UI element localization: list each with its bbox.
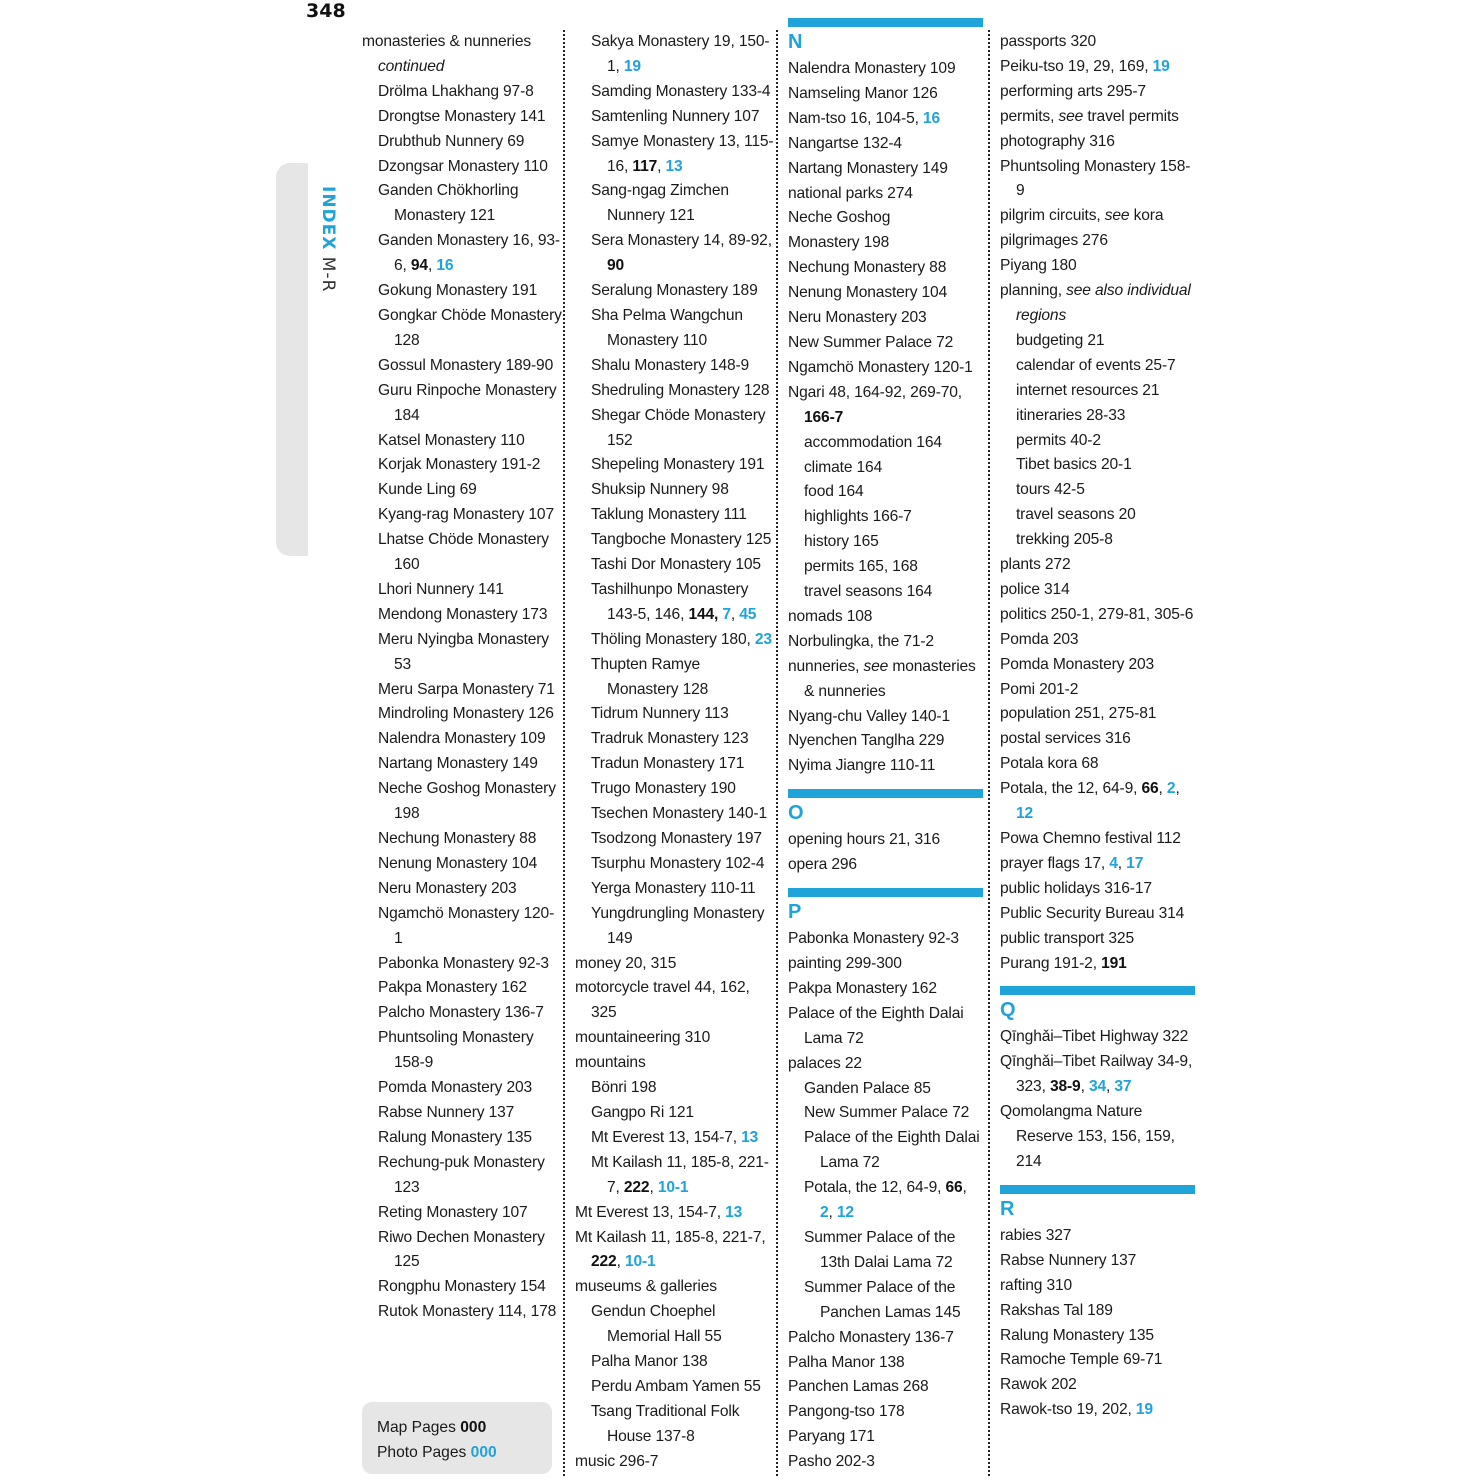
- entry-text: ,: [1105, 1078, 1115, 1096]
- entry-text: ,: [1117, 854, 1127, 872]
- entry-text: ,: [649, 1178, 658, 1196]
- index-subentry: Riwo Dechen Monastery 125: [378, 1228, 545, 1271]
- page-legend: [362, 1402, 552, 1474]
- index-entry: Palace of the Eighth Dalai Lama 72: [788, 1004, 964, 1047]
- index-entry: public transport 325: [1000, 929, 1134, 947]
- index-subentry: Palha Manor 138: [591, 1353, 708, 1371]
- index-subentry: calendar of events 25-7: [1016, 356, 1176, 374]
- page-number: 348: [306, 0, 346, 22]
- index-subentry: Ngamchö Monastery 120-1: [378, 904, 555, 947]
- map-page-ref: 191: [1101, 954, 1127, 972]
- index-entry: population 251, 275-81: [1000, 705, 1157, 723]
- entry-text: ,: [427, 257, 437, 275]
- index-subentry: Kunde Ling 69: [378, 481, 477, 499]
- index-entry: [1000, 279, 1195, 329]
- index-subentry: Sha Pelma Wangchun Monastery 110: [591, 306, 743, 349]
- index-subentry: Bönri 198: [591, 1079, 657, 1097]
- map-page-ref: 222: [591, 1253, 617, 1271]
- index-entry: music 296-7: [575, 1452, 659, 1470]
- index-subentry: Phuntsoling Monastery 158-9: [378, 1029, 534, 1072]
- index-subentry: Pomda Monastery 203: [378, 1079, 533, 1097]
- photo-page-ref: 12: [836, 1204, 854, 1222]
- photo-page-ref: 13: [665, 157, 683, 175]
- index-subentry: Drongtse Monastery 141: [378, 107, 546, 125]
- entry-text: continued: [378, 57, 445, 75]
- photo-page-ref: 13: [741, 1128, 759, 1146]
- index-entry: pilgrimages 276: [1000, 232, 1108, 250]
- index-subentry: Tangboche Monastery 125: [591, 531, 772, 549]
- index-subentry: itineraries 28-33: [1016, 406, 1126, 424]
- index-entry: [1000, 1050, 1195, 1100]
- index-entry: painting 299-300: [788, 955, 902, 972]
- entry-text: monasteries & nunneries: [804, 657, 976, 700]
- entry-text: Ngari 48, 164-92, 269-70,: [788, 383, 962, 401]
- entry-text: Thöling Monastery 180,: [591, 630, 755, 648]
- index-entry: Namseling Manor 126: [788, 84, 938, 102]
- section-header-r: [1000, 1185, 1195, 1220]
- index-entry: Qomolangma Nature Reserve 153, 156, 159, 214: [1000, 1103, 1175, 1170]
- index-subentry: Nartang Monastery 149: [378, 755, 538, 773]
- entry-text: travel permits: [1083, 107, 1179, 125]
- index-entry: Potala kora 68: [1000, 755, 1099, 773]
- index-entry: Pasho 202-3: [788, 1453, 875, 1471]
- index-subentry: Tsurphu Monastery 102-4: [591, 854, 765, 872]
- index-entry: postal services 316: [1000, 730, 1131, 748]
- entry-text: Mt Everest 13, 154-7,: [575, 1203, 726, 1221]
- index-subentry: Meru Nyingba Monastery 53: [378, 630, 549, 673]
- index-subentry: [575, 30, 775, 80]
- photo-page-ref: 34: [1088, 1078, 1106, 1096]
- entry-text: ,: [962, 1179, 967, 1197]
- index-entry: motorcycle travel 44, 162, 325: [575, 979, 750, 1022]
- section-header-q: [1000, 986, 1195, 1021]
- section-letter: P: [788, 901, 802, 924]
- entry-text: Purang 191-2,: [1000, 954, 1102, 972]
- index-entry: [1000, 204, 1195, 229]
- index-subentry: accommodation 164: [804, 433, 942, 451]
- index-entry: Neru Monastery 203: [788, 309, 927, 327]
- index-subentry: Neche Goshog Monastery 198: [378, 780, 556, 823]
- index-entry: Monastery 198: [788, 234, 890, 252]
- entry-text: Mt Kailash 11, 185-8, 221-7,: [591, 1153, 769, 1196]
- index-entry: Nalendra Monastery 109: [788, 60, 956, 77]
- entry-text: see: [863, 657, 889, 675]
- index-subentry: tours 42-5: [1016, 481, 1085, 499]
- index-subentry: Seralung Monastery 189: [591, 282, 758, 300]
- index-tab-range: M-R: [318, 256, 338, 293]
- map-pages-legend: [377, 1415, 552, 1440]
- section-letter: R: [1000, 1197, 1015, 1220]
- index-subentry: Pabonka Monastery 92-3: [378, 954, 549, 972]
- index-entry: Neche Goshog: [788, 209, 891, 227]
- entry-text: see: [1058, 107, 1084, 125]
- index-entry: mountains: [575, 1054, 646, 1072]
- index-subentry: [575, 1126, 775, 1151]
- index-subentry: Nechung Monastery 88: [378, 830, 537, 847]
- index-subentry: Gendun Choephel Memorial Hall 55: [591, 1303, 722, 1346]
- index-entry: [1000, 105, 1195, 130]
- index-subentry: history 165: [804, 533, 879, 551]
- index-subentry: Mindroling Monastery 126: [378, 705, 554, 723]
- index-entry: Nyang-chu Valley 140-1: [788, 707, 950, 725]
- index-subentry: Shedruling Monastery 128: [591, 381, 770, 399]
- section-bar: [1000, 1185, 1195, 1194]
- entry-text: Potala, the 12, 64-9,: [804, 1179, 946, 1197]
- index-subentry: Ralung Monastery 135: [378, 1128, 532, 1146]
- index-subentry: Mendong Monastery 173: [378, 605, 548, 623]
- index-entry: Nyima Jiangre 110-11: [788, 757, 936, 775]
- index-subentry: [575, 578, 775, 628]
- photo-page-ref: 10-1: [624, 1253, 656, 1271]
- index-entry: Pomda 203: [1000, 630, 1079, 648]
- index-subentry: Yerga Monastery 110-11: [591, 879, 756, 897]
- index-column-4: [1000, 30, 1195, 1423]
- entry-text: Sera Monastery 14, 89-92,: [591, 232, 772, 250]
- index-entry: Rawok 202: [1000, 1376, 1077, 1394]
- index-entry: performing arts 295-7: [1000, 82, 1146, 100]
- index-entry: [788, 107, 983, 132]
- entry-text: ,: [1175, 780, 1180, 798]
- index-subentry: Tsechen Monastery 140-1: [591, 805, 767, 823]
- index-entry: [1000, 1398, 1195, 1423]
- column-divider: [563, 30, 565, 1476]
- index-entry: Rabse Nunnery 137: [1000, 1251, 1137, 1269]
- entry-text: ,: [1158, 780, 1167, 798]
- index-subentry: Guru Rinpoche Monastery 184: [378, 381, 557, 424]
- index-subentry: [575, 130, 775, 180]
- index-subentry: Summer Palace of the 13th Dalai Lama 72: [804, 1228, 956, 1271]
- index-entry: [575, 1201, 775, 1226]
- entry-text: Mt Everest 13, 154-7,: [591, 1128, 742, 1146]
- index-subentry: Meru Sarpa Monastery 71: [378, 680, 555, 698]
- index-entry: Ralung Monastery 135: [1000, 1326, 1154, 1344]
- column-divider: [988, 30, 990, 1476]
- index-entry: opera 296: [788, 856, 857, 874]
- entry-text: pilgrim circuits,: [1000, 207, 1105, 225]
- index-entry: mountaineering 310: [575, 1029, 711, 1047]
- photo-page-ref: 19: [1135, 1401, 1153, 1419]
- index-entry: Norbulingka, the 71-2: [788, 632, 934, 650]
- index-subentry: Samding Monastery 133-4: [591, 82, 771, 100]
- index-subentry: food 164: [804, 483, 864, 501]
- index-subentry: Tsang Traditional Folk House 137-8: [591, 1402, 740, 1445]
- index-entry: rafting 310: [1000, 1276, 1073, 1294]
- index-entry: New Summer Palace 72: [788, 333, 954, 351]
- index-entry: Ramoche Temple 69-71: [1000, 1351, 1163, 1369]
- index-entry: Nartang Monastery 149: [788, 159, 948, 177]
- entry-text: Samye Monastery 13, 115-16,: [591, 132, 774, 175]
- index-side-tab: [276, 163, 308, 556]
- index-subentry: [575, 1151, 775, 1201]
- index-entry: Pomda Monastery 203: [1000, 655, 1155, 673]
- index-subentry: Gokung Monastery 191: [378, 282, 538, 300]
- index-subentry: Drubthub Nunnery 69: [378, 132, 525, 150]
- index-entry: museums & galleries: [575, 1278, 717, 1296]
- index-subentry: Tidrum Nunnery 113: [591, 705, 729, 723]
- index-entry: Pomi 201-2: [1000, 680, 1079, 698]
- index-entry: [788, 381, 983, 431]
- map-page-ref: 38-9: [1049, 1078, 1081, 1096]
- entry-text: Potala, the 12, 64-9,: [1000, 780, 1142, 798]
- photo-page-ref: 2: [1166, 780, 1176, 798]
- index-entry: Paryang 171: [788, 1428, 875, 1446]
- index-subentry: Perdu Ambam Yamen 55: [591, 1377, 761, 1395]
- section-letter: N: [788, 31, 803, 53]
- index-entry: politics 250-1, 279-81, 305-6: [1000, 605, 1194, 623]
- index-subentry: Trugo Monastery 190: [591, 780, 736, 798]
- index-entry: [1000, 952, 1195, 977]
- map-page-ref: 90: [607, 257, 625, 275]
- index-subentry: Tradruk Monastery 123: [591, 730, 749, 748]
- index-entry: Palha Manor 138: [788, 1353, 905, 1371]
- index-subentry: Tsodzong Monastery 197: [591, 830, 762, 847]
- entry-text: Sakya Monastery 19, 150-1,: [591, 33, 770, 75]
- index-subentry: Summer Palace of the Panchen Lamas 145: [804, 1278, 961, 1321]
- photo-page-ref: 4: [1109, 854, 1118, 872]
- index-subentry: Shepeling Monastery 191: [591, 456, 765, 474]
- index-subentry: Tashi Dor Monastery 105: [591, 556, 761, 574]
- index-subentry: Palcho Monastery 136-7: [378, 1004, 544, 1022]
- index-column-2: [575, 30, 775, 1475]
- index-entry: rabies 327: [1000, 1226, 1072, 1244]
- index-entry: money 20, 315: [575, 954, 677, 972]
- index-subentry: Katsel Monastery 110: [378, 431, 525, 449]
- index-subentry: [575, 229, 775, 279]
- index-side-tab-label: [318, 186, 338, 292]
- index-entry: Nenung Monastery 104: [788, 284, 948, 302]
- index-entry: [362, 30, 562, 80]
- section-letter: Q: [1000, 999, 1016, 1022]
- photo-page-ref: 16: [922, 109, 941, 127]
- entry-text: Peiku-tso 19, 29, 169,: [1000, 57, 1153, 75]
- index-entry: Nyenchen Tanglha 229: [788, 732, 945, 750]
- index-subentry: internet resources 21: [1016, 381, 1160, 399]
- entry-text: ,: [657, 157, 666, 175]
- index-subentry: Pakpa Monastery 162: [378, 979, 527, 997]
- map-page-ref: 117: [632, 157, 658, 175]
- index-entry: Pabonka Monastery 92-3: [788, 930, 959, 948]
- section-header-o: [788, 789, 983, 824]
- index-subentry: travel seasons 164: [804, 583, 933, 601]
- map-page-ref: 144,: [688, 605, 723, 623]
- section-bar: [788, 789, 983, 798]
- index-entry: nomads 108: [788, 607, 873, 625]
- entry-text: ,: [616, 1253, 625, 1271]
- index-subentry: Sang-ngag Zimchen Nunnery 121: [591, 182, 729, 225]
- index-entry: Pangong-tso 178: [788, 1403, 905, 1421]
- photo-page-ref: 7: [722, 605, 731, 623]
- index-subentry: Drölma Lhakhang 97-8: [378, 82, 534, 100]
- index-subentry: New Summer Palace 72: [804, 1104, 970, 1122]
- entry-text: prayer flags 17,: [1000, 854, 1110, 872]
- index-subentry: Lhori Nunnery 141: [378, 580, 504, 598]
- index-subentry: Neru Monastery 203: [378, 879, 517, 897]
- index-subentry: Palace of the Eighth Dalai Lama 72: [804, 1129, 980, 1172]
- index-entry: Rakshas Tal 189: [1000, 1301, 1113, 1319]
- index-subentry: Ganden Chökhorling Monastery 121: [378, 182, 519, 225]
- entry-text: permits,: [1000, 107, 1059, 125]
- index-entry: Phuntsoling Monastery 158-9: [1000, 157, 1191, 200]
- photo-page-ref: 19: [623, 57, 641, 75]
- index-subentry: Shegar Chöde Monastery 152: [591, 406, 766, 449]
- index-entry: Public Security Bureau 314: [1000, 904, 1185, 922]
- photo-page-ref: 13: [725, 1203, 743, 1221]
- index-subentry: Nenung Monastery 104: [378, 854, 538, 872]
- index-entry: national parks 274: [788, 184, 913, 202]
- index-subentry: Gossul Monastery 189-90: [378, 356, 554, 374]
- photo-page-ref: 19: [1152, 57, 1170, 75]
- index-subentry: permits 40-2: [1016, 431, 1101, 449]
- index-subentry: permits 165, 168: [804, 558, 918, 576]
- map-page-ref: 94: [410, 257, 428, 275]
- map-pages-label: Map Pages: [377, 1419, 461, 1436]
- map-page-ref: 66: [945, 1179, 963, 1197]
- section-bar: [788, 18, 983, 27]
- index-entry: [788, 655, 983, 705]
- index-column-1: [362, 30, 562, 1325]
- entry-text: Ganden Monastery 16, 93-6,: [378, 232, 560, 275]
- entry-text: kora: [1129, 207, 1164, 225]
- photo-pages-label: Photo Pages: [377, 1444, 471, 1461]
- index-subentry: Lhatse Chöde Monastery 160: [378, 531, 549, 574]
- index-subentry: [788, 1176, 983, 1226]
- index-entry: Qīnghǎi–Tibet Highway 322: [1000, 1028, 1189, 1046]
- entry-text: ,: [730, 605, 740, 623]
- index-entry: Powa Chemno festival 112: [1000, 830, 1181, 847]
- photo-page-ref: 17: [1126, 854, 1144, 872]
- index-subentry: Shuksip Nunnery 98: [591, 481, 729, 499]
- index-entry: opening hours 21, 316: [788, 831, 941, 849]
- index-entry: public holidays 316-17: [1000, 879, 1152, 897]
- index-subentry: Samtenling Nunnery 107: [591, 107, 760, 125]
- index-entry: passports 320: [1000, 33, 1097, 50]
- photo-page-ref: 16: [436, 257, 454, 275]
- entry-text: Qīnghǎi–Tibet Railway 34-9, 323,: [1000, 1053, 1193, 1096]
- index-entry: [575, 1226, 775, 1276]
- index-subentry: Reting Monastery 107: [378, 1203, 528, 1221]
- index-entry: [1000, 852, 1195, 877]
- section-bar: [788, 888, 983, 897]
- photo-pages-value: 000: [470, 1444, 497, 1461]
- index-entry: palaces 22: [788, 1054, 862, 1072]
- index-subentry: Thupten Ramye Monastery 128: [591, 655, 709, 698]
- index-subentry: travel seasons 20: [1016, 506, 1136, 524]
- section-header-p: [788, 888, 983, 923]
- index-subentry: [575, 628, 775, 653]
- index-entry: [1000, 55, 1195, 80]
- index-subentry: Rabse Nunnery 137: [378, 1103, 515, 1121]
- photo-page-ref: 37: [1114, 1078, 1132, 1096]
- index-entry: Panchen Lamas 268: [788, 1378, 929, 1396]
- index-subentry: Ganden Palace 85: [804, 1079, 931, 1097]
- index-subentry: Nalendra Monastery 109: [378, 730, 546, 748]
- index-subentry: Taklung Monastery 111: [591, 506, 747, 524]
- index-entry: police 314: [1000, 580, 1070, 598]
- section-letter: O: [788, 802, 804, 825]
- index-subentry: [362, 229, 562, 279]
- photo-page-ref: 45: [739, 605, 757, 623]
- index-subentry: Rechung-puk Monastery 123: [378, 1153, 545, 1196]
- index-entry: Ngamchö Monastery 120-1: [788, 358, 973, 376]
- photo-page-ref: 23: [754, 630, 772, 648]
- map-page-ref: 222: [623, 1178, 650, 1196]
- index-subentry: Rongphu Monastery 154: [378, 1278, 546, 1296]
- map-page-ref: 66: [1141, 780, 1159, 798]
- entry-text: monasteries & nunneries: [362, 33, 532, 50]
- map-pages-value: 000: [460, 1419, 487, 1436]
- index-subentry: highlights 166-7: [804, 508, 912, 526]
- entry-text: see also individual regions: [1016, 282, 1191, 324]
- entry-text: see: [1104, 207, 1130, 225]
- index-subentry: Kyang-rag Monastery 107: [378, 506, 554, 524]
- index-subentry: Gangpo Ri 121: [591, 1103, 694, 1121]
- index-entry: Palcho Monastery 136-7: [788, 1328, 954, 1346]
- index-entry: Nangartse 132-4: [788, 134, 902, 152]
- index-entry: Pakpa Monastery 162: [788, 979, 937, 997]
- photo-page-ref: 12: [1016, 805, 1034, 823]
- map-page-ref: 166-7: [804, 408, 844, 426]
- entry-text: ,: [1080, 1078, 1089, 1096]
- index-column-3: [788, 30, 983, 1475]
- index-subentry: climate 164: [804, 458, 883, 476]
- entry-text: nunneries,: [788, 657, 864, 675]
- section-header-n: [788, 18, 983, 53]
- index-subentry: Tibet basics 20-1: [1016, 456, 1132, 474]
- entry-text: Nam-tso 16, 104-5,: [788, 109, 923, 127]
- photo-page-ref: 2: [820, 1204, 829, 1222]
- index-subentry: budgeting 21: [1016, 331, 1105, 349]
- index-entry: [1000, 777, 1195, 827]
- index-subentry: Shalu Monastery 148-9: [591, 356, 750, 374]
- index-entry: photography 316: [1000, 132, 1115, 150]
- index-entry: plants 272: [1000, 556, 1071, 574]
- entry-text: ,: [828, 1204, 837, 1222]
- index-subentry: Tradun Monastery 171: [591, 755, 745, 773]
- index-subentry: Korjak Monastery 191-2: [378, 456, 541, 474]
- photo-pages-legend: [377, 1440, 552, 1465]
- index-subentry: Gongkar Chöde Monastery 128: [378, 306, 562, 349]
- photo-page-ref: 10-1: [657, 1178, 689, 1196]
- index-tab-word: INDEX: [318, 186, 338, 251]
- index-subentry: Rutok Monastery 114, 178: [378, 1303, 557, 1321]
- index-subentry: Yungdrungling Monastery 149: [591, 904, 765, 947]
- entry-text: Rawok-tso 19, 202,: [1000, 1401, 1136, 1419]
- index-entry: Nechung Monastery 88: [788, 259, 947, 277]
- index-subentry: trekking 205-8: [1016, 531, 1113, 549]
- index-subentry: Dzongsar Monastery 110: [378, 157, 548, 175]
- entry-text: planning,: [1000, 282, 1067, 300]
- column-divider: [776, 30, 778, 1476]
- entry-text: Mt Kailash 11, 185-8, 221-7,: [575, 1228, 766, 1246]
- index-entry: Piyang 180: [1000, 257, 1077, 275]
- section-bar: [1000, 986, 1195, 995]
- entry-text: Tashilhunpo Monastery 143-5, 146,: [591, 580, 749, 623]
